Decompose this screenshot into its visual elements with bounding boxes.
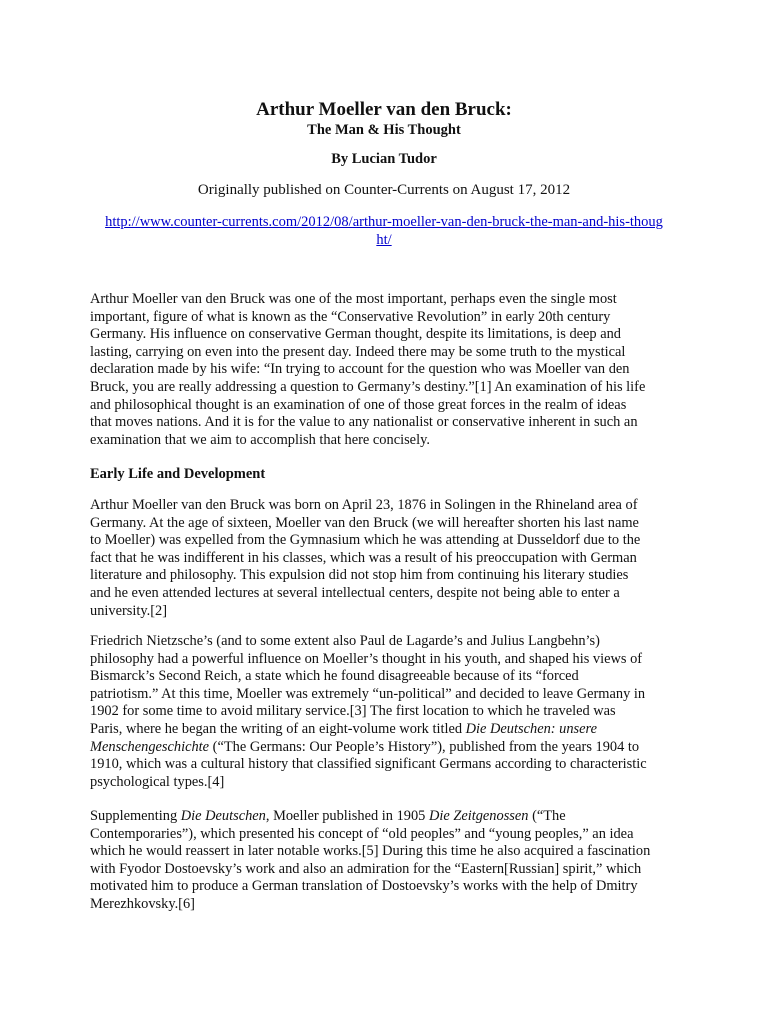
early-life-paragraph xyxy=(90,497,680,620)
text-run: (“The xyxy=(528,808,566,824)
article-title: Arthur Moeller van den Bruck: xyxy=(256,99,512,120)
paragraph-line: Bruck, you are really addressing a question to Germany’s destiny.”[1] An examination of his life xyxy=(90,378,646,395)
book-title: Die Deutschen xyxy=(180,808,266,824)
paragraph-line: and philosophical thought is an examination of one of those great forces in the realm of ideas xyxy=(90,396,627,413)
source-url-link[interactable] xyxy=(90,213,678,249)
paragraph-line: 1902 for some time to avoid military service.[3] The first location to which he traveled was xyxy=(90,703,616,720)
intro-paragraph xyxy=(90,291,680,449)
source-url-line-2[interactable]: ht/ xyxy=(376,232,392,248)
paragraph-line: Arthur Moeller van den Bruck was one of the most important, perhaps even the single most xyxy=(90,291,617,307)
paragraph-line: patriotism.” At this time, Moeller was extremely “un-political” and decided to leave Germany in xyxy=(90,685,646,702)
paragraph-line: literature and philosophy. This expulsion did not stop him from continuing his literary studies xyxy=(90,567,629,584)
zeitgenossen-paragraph xyxy=(90,808,680,914)
paragraph-line xyxy=(90,739,680,757)
book-title: Die Deutschen: unsere xyxy=(465,720,597,737)
paragraph-line: fact that he was indifferent in his classes, which was a result of his preoccupation with German xyxy=(90,549,637,566)
publication-note: Originally published on Counter-Currents on August 17, 2012 xyxy=(197,182,571,198)
source-url-line-1[interactable]: http://www.counter-currents.com/2012/08/arthur-moeller-van-den-bruck-the-man-and-his-thoug xyxy=(105,214,663,230)
paragraph-line: Merezhkovsky.[6] xyxy=(90,895,195,912)
text-run: Supplementing xyxy=(90,808,181,824)
paragraph-line: motivated him to produce a German translation of Dostoevsky’s works with the help of Dmitry xyxy=(90,878,638,895)
text-run: Paris, where he began the writing of an eight-volume work titled xyxy=(90,720,466,737)
paragraph-line: 1910, which was a cultural history that classified significant Germans according to characteristic xyxy=(90,756,647,773)
article-subtitle: The Man & His Thought xyxy=(307,122,461,138)
paragraph-line: Contemporaries”), which presented his concept of “old peoples” and “young peoples,” an idea xyxy=(90,825,634,842)
paragraph-line: psychological types.[4] xyxy=(90,773,225,790)
paragraph-line: Friedrich Nietzsche’s (and to some extent also Paul de Lagarde’s and Julius Langbehn’s) xyxy=(90,633,600,649)
article-author: By Lucian Tudor xyxy=(331,151,437,167)
paragraph-line: to Moeller) was expelled from the Gymnasium which he was attending at Dusseldorf due to the xyxy=(90,532,641,549)
paragraph-line xyxy=(90,808,680,826)
paragraph-line: Bismarck’s Second Reich, a state which he found disagreeable because of its “forced xyxy=(90,668,579,685)
paragraph-line xyxy=(90,721,680,739)
paragraph-line: which he would reassert in later notable works.[5] During this time he also acquired a fascination xyxy=(90,843,651,860)
book-title: Menschengeschichte xyxy=(90,738,210,755)
paragraph-line: that moves nations. And it is for the value to any nationalist or conservative inherent in such an xyxy=(90,414,638,431)
paragraph-line: important, figure of what is known as the “Conservative Revolution” in early 20th century xyxy=(90,308,611,325)
paragraph-line: university.[2] xyxy=(90,602,167,619)
paragraph-line: lasting, carrying on even into the present day. Indeed there may be some truth to the mystical xyxy=(90,343,626,360)
text-run: , Moeller published in 1905 xyxy=(265,808,429,824)
book-title: Die Zeitgenossen xyxy=(428,808,529,824)
text-run: (“The Germans: Our People’s History”), published from the years 1904 to xyxy=(209,738,640,755)
section-heading: Early Life and Development xyxy=(90,466,266,482)
paragraph-line: Germany. His influence on conservative German thought, despite its limitations, is deep and xyxy=(90,326,621,343)
nietzsche-paragraph xyxy=(90,633,680,791)
paragraph-line: with Fyodor Dostoevsky’s work and also an admiration for the “Eastern[Russian] spirit,” which xyxy=(90,860,642,877)
paragraph-line: philosophy had a powerful influence on Moeller’s thought in his youth, and shaped his views of xyxy=(90,650,643,667)
paragraph-line: Germany. At the age of sixteen, Moeller van den Bruck (we will hereafter shorten his last name xyxy=(90,514,639,531)
paragraph-line: examination that we aim to accomplish that here concisely. xyxy=(90,431,430,448)
paragraph-line: Arthur Moeller van den Bruck was born on April 23, 1876 in Solingen in the Rhineland area of xyxy=(90,497,638,513)
paragraph-line: and he even attended lectures at several intellectual centers, despite not being able to enter a xyxy=(90,584,620,601)
paragraph-line: declaration made by his wife: “In trying to account for the question who was Moeller van den xyxy=(90,361,630,378)
